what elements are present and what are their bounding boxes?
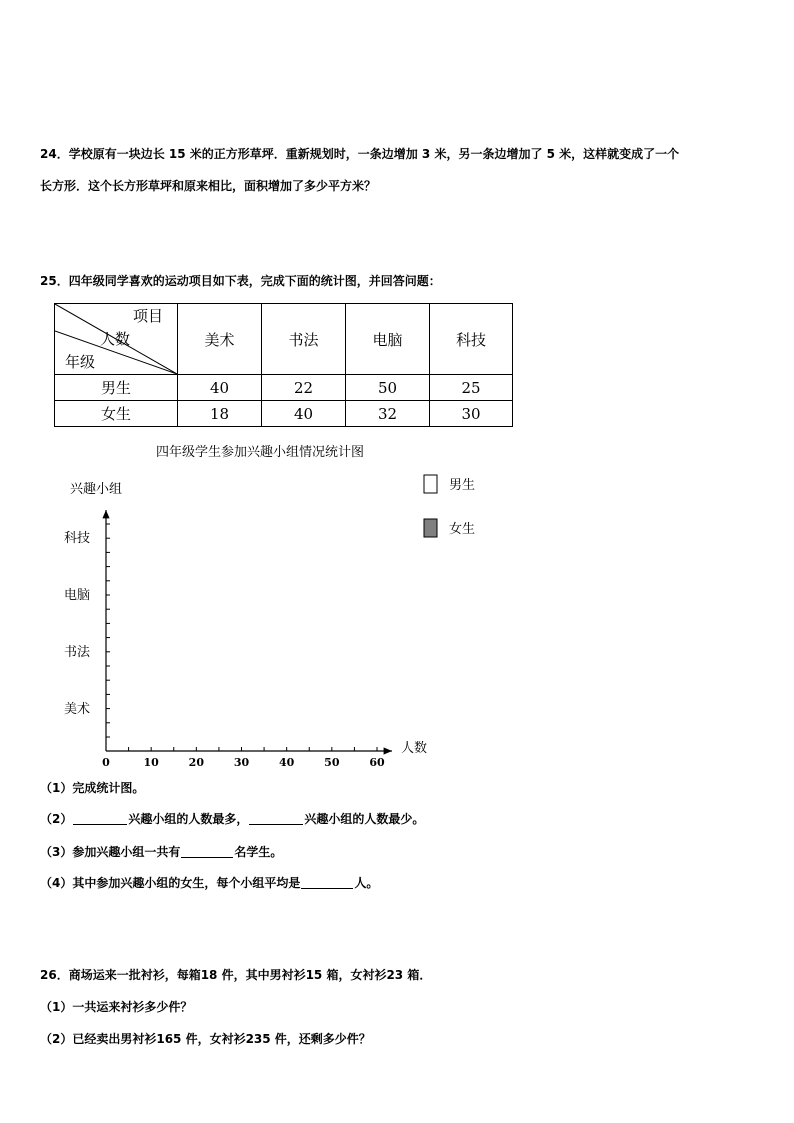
table-cell: 18: [178, 401, 262, 427]
x-tick-label: 20: [188, 756, 204, 769]
x-tick-label: 50: [324, 756, 340, 769]
table-cell: 40: [178, 375, 262, 401]
y-tick-label: 科技: [64, 531, 91, 546]
sub2-text-b: 兴趣小组的人数最少。: [304, 812, 425, 826]
x-tick-label: 10: [143, 756, 159, 769]
legend-label: 男生: [449, 478, 476, 493]
col-header: 科技: [430, 304, 513, 375]
y-axis-label: 兴趣小组: [70, 482, 123, 497]
answer-blank[interactable]: [301, 876, 353, 889]
table-cell: 50: [346, 375, 430, 401]
row-label: 女生: [55, 401, 178, 427]
q25-sub4: [40, 876, 378, 890]
header-item-label: 项目: [133, 307, 164, 325]
q26-sub2: （2）已经卖出男衬衫165 件，女衬衫235 件，还剩多少件？: [40, 1032, 371, 1046]
q25-sub2: [40, 812, 424, 826]
bar-chart: [0, 460, 560, 780]
table-cell: 40: [262, 401, 346, 427]
q25-sub3: [40, 845, 282, 859]
q24-line2: 长方形．这个长方形草坪和原来相比，面积增加了多少平方米？: [40, 179, 377, 193]
table-row: [55, 375, 513, 401]
sub2-prefix: （2）: [40, 812, 73, 826]
q25-table: [54, 303, 513, 427]
sub3-text-b: 名学生。: [234, 845, 283, 859]
q25-sub1: （1）完成统计图。: [40, 781, 145, 795]
row-label: 男生: [55, 375, 178, 401]
sub3-text-a: （3）参加兴趣小组一共有: [40, 845, 181, 859]
table-cell: 32: [346, 401, 430, 427]
table-row: [55, 401, 513, 427]
col-header: 书法: [262, 304, 346, 375]
y-tick-label: 电脑: [64, 588, 91, 603]
sub4-text-a: （4）其中参加兴趣小组的女生，每个小组平均是: [40, 876, 301, 890]
sub2-text-a: 兴趣小组的人数最多，: [128, 812, 249, 826]
table-cell: 30: [430, 401, 513, 427]
legend-swatch: [424, 519, 437, 537]
answer-blank[interactable]: [73, 812, 127, 825]
x-tick-label: 30: [233, 756, 250, 769]
y-tick-label: 书法: [64, 645, 91, 660]
x-tick-label: 40: [279, 756, 295, 769]
table-diagonal-header: [55, 304, 178, 375]
y-tick-label: 美术: [64, 702, 91, 717]
sub4-text-b: 人。: [354, 876, 379, 890]
col-header: 电脑: [346, 304, 430, 375]
x-tick-label: 0: [102, 756, 110, 769]
q25-intro: 25．四年级同学喜欢的运动项目如下表，完成下面的统计图，并回答问题：: [40, 274, 441, 288]
answer-blank[interactable]: [249, 812, 303, 825]
q26-intro: 26．商场运来一批衬衫，每箱18 件，其中男衬衫15 箱，女衬衫23 箱．: [40, 968, 432, 982]
header-grade-label: 年级: [65, 353, 96, 371]
table-cell: 25: [430, 375, 513, 401]
answer-blank[interactable]: [181, 845, 233, 858]
col-header: 美术: [178, 304, 262, 375]
legend-label: 女生: [449, 522, 476, 537]
q26-sub1: （1）一共运来衬衫多少件？: [40, 1000, 193, 1014]
x-tick-label: 60: [369, 756, 385, 769]
x-axis-label: 人数: [401, 741, 428, 756]
q24-line1: 24．学校原有一块边长 15 米的正方形草坪．重新规划时，一条边增加 3 米，另一条边增加了 5 米，这样就变成了一个: [40, 147, 680, 161]
chart-title: 四年级学生参加兴趣小组情况统计图: [156, 445, 365, 460]
header-count-label: 人数: [100, 330, 131, 348]
legend-swatch: [424, 475, 437, 493]
table-cell: 22: [262, 375, 346, 401]
